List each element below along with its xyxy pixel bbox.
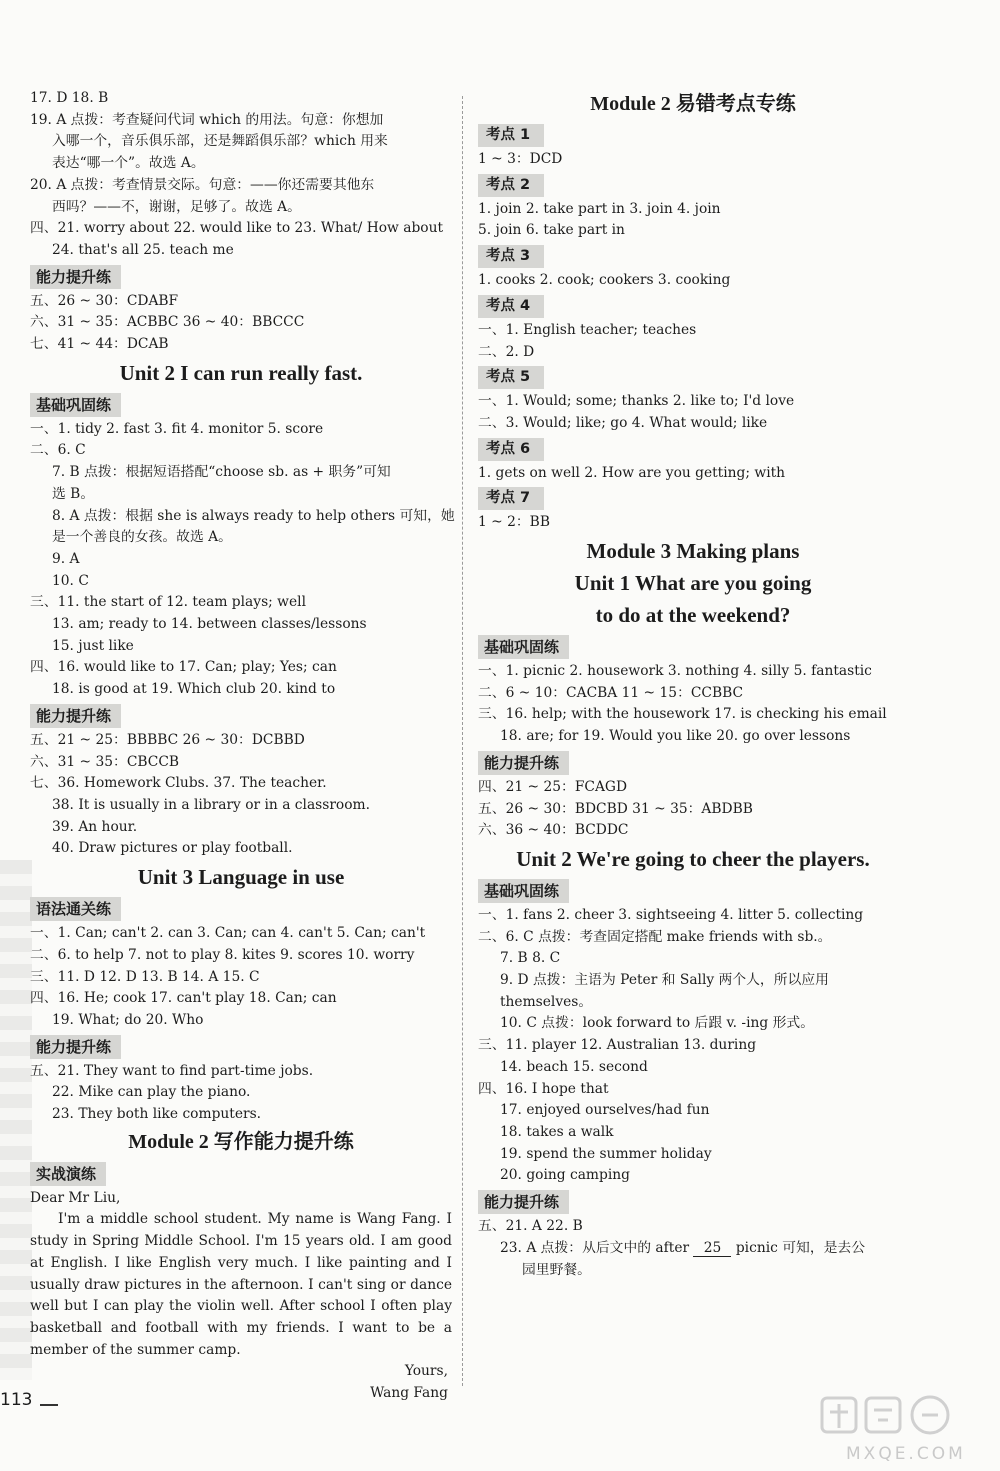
answer-line: 18. takes a walk bbox=[500, 1123, 614, 1140]
letter-signature: Wang Fang bbox=[370, 1385, 448, 1402]
answer-suffix: picnic 可知，是去公 bbox=[731, 1239, 866, 1256]
exercise-tag: 能力提升练 bbox=[478, 1190, 569, 1214]
answer-line: 38. It is usually in a library or in a classroom. bbox=[52, 796, 371, 813]
answer-line: 7. B 8. C bbox=[500, 950, 561, 967]
answer-line: 表达“哪一个”。故选 A。 bbox=[52, 155, 205, 172]
answer-line: 二、3. Would; like; go 4. What would; like bbox=[478, 414, 768, 431]
answer-line: 1. cooks 2. cook; cookers 3. cooking bbox=[478, 272, 731, 289]
exercise-tag: 基础巩固练 bbox=[30, 393, 121, 417]
answer-line: 15. just like bbox=[52, 637, 134, 654]
answer-line: 二、6 ~ 10：CACBA 11 ~ 15：CCBBC bbox=[478, 684, 744, 701]
answer-line: 一、1. Would; some; thanks 2. like to; I'd love bbox=[478, 393, 795, 410]
answer-line-23 bbox=[478, 1238, 908, 1260]
section-heading: Module 2 写作能力提升练 bbox=[128, 1130, 354, 1153]
exercise-tag: 能力提升练 bbox=[30, 265, 121, 289]
column-divider bbox=[462, 96, 463, 1386]
answer-line: 9. D 点拨：主语为 Peter 和 Sally 两个人，所以应用 bbox=[500, 972, 829, 989]
section-heading: Unit 2 I can run really fast. bbox=[119, 360, 363, 385]
answer-line: 9. A bbox=[52, 550, 80, 567]
page-number: 113 bbox=[0, 1390, 33, 1410]
answer-line: 是一个善良的女孩。故选 A。 bbox=[52, 529, 232, 546]
answer-line: 三、11. D 12. D 13. B 14. A 15. C bbox=[30, 968, 260, 985]
answer-line: 三、11. the start of 12. team plays; well bbox=[30, 594, 306, 611]
answer-line: 西吗？——不，谢谢，足够了。故选 A。 bbox=[52, 198, 301, 215]
answer-line: 四、16. I hope that bbox=[478, 1080, 609, 1097]
answer-prefix: 23. A 点拨：从后文中的 after bbox=[500, 1239, 694, 1256]
answer-line: 一、1. fans 2. cheer 3. sightseeing 4. litter 5. collecting bbox=[478, 906, 864, 923]
answer-line: 六、36 ~ 40：BCDDC bbox=[478, 822, 629, 839]
exercise-tag: 考点 4 bbox=[478, 295, 544, 318]
answer-line: 39. An hour. bbox=[52, 818, 138, 835]
answer-line: 一、1. English teacher; teaches bbox=[478, 321, 697, 338]
answer-line: 20. going camping bbox=[500, 1167, 630, 1184]
answer-line: 五、21. They want to find part-time jobs. bbox=[30, 1062, 314, 1079]
side-watermark bbox=[0, 860, 32, 1380]
answer-line-23-cont: 园里野餐。 bbox=[522, 1261, 591, 1278]
left-column bbox=[30, 88, 455, 1405]
exercise-tag: 考点 1 bbox=[478, 124, 544, 147]
answer-line: 1 ~ 3：DCD bbox=[478, 151, 563, 167]
answer-blank: 25 bbox=[693, 1240, 731, 1257]
answer-line: 40. Draw pictures or play football. bbox=[52, 840, 293, 857]
section-heading: Unit 1 What are you going bbox=[574, 571, 812, 596]
answer-line: 一、1. picnic 2. housework 3. nothing 4. silly 5. fantastic bbox=[478, 663, 872, 680]
answer-line: 一、1. Can; can't 2. can 3. Can; can 4. can't 5. Can; can't bbox=[30, 925, 426, 942]
letter-salutation: Dear Mr Liu, bbox=[30, 1189, 121, 1206]
letter-closing: Yours, bbox=[404, 1363, 448, 1380]
exercise-tag: 基础巩固练 bbox=[478, 879, 569, 903]
answer-line: 7. B 点拨：根据短语搭配“choose sb. as + 职务”可知 bbox=[52, 464, 391, 481]
answer-line: 四、21. worry about 22. would like to 23. What/ How about bbox=[30, 220, 444, 237]
exercise-tag: 基础巩固练 bbox=[478, 635, 569, 659]
answer-line: 五、21 ~ 25：BBBBC 26 ~ 30：DCBBD bbox=[30, 731, 305, 748]
answer-line: 五、26 ~ 30：CDABF bbox=[30, 292, 179, 309]
answer-line: 10. C bbox=[52, 572, 89, 589]
exercise-tag: 能力提升练 bbox=[30, 1035, 121, 1059]
answer-line: 19. spend the summer holiday bbox=[500, 1145, 712, 1162]
answer-line: 二、2. D bbox=[478, 343, 535, 360]
answer-line: 五、21. A 22. B bbox=[478, 1218, 583, 1235]
section-heading: Module 2 易错考点专练 bbox=[590, 93, 796, 115]
exercise-tag: 考点 3 bbox=[478, 245, 544, 268]
exercise-tag: 能力提升练 bbox=[478, 751, 569, 775]
answer-line: 三、11. player 12. Australian 13. during bbox=[478, 1037, 757, 1054]
answer-line: 1. gets on well 2. How are you getting; with bbox=[478, 464, 786, 481]
answer-line: 选 B。 bbox=[52, 485, 95, 502]
watermark-logo-icon bbox=[818, 1392, 968, 1438]
right-column bbox=[478, 88, 908, 1281]
answer-line: 六、31 ~ 35：ACBBC 36 ~ 40：BBCCC bbox=[30, 314, 305, 331]
letter bbox=[30, 1188, 452, 1405]
answer-line: 10. C 点拨：look forward to 后跟 v. -ing 形式。 bbox=[500, 1015, 814, 1032]
answer-line: 二、6. C bbox=[30, 442, 86, 459]
answer-line: 四、16. would like to 17. Can; play; Yes; can bbox=[30, 659, 337, 676]
exercise-tag: 实战演练 bbox=[30, 1162, 106, 1186]
section-heading: Module 3 Making plans bbox=[586, 539, 800, 564]
answer-line: 1 ~ 2：BB bbox=[478, 514, 550, 531]
exercise-tag: 考点 6 bbox=[478, 438, 544, 461]
answer-line: 20. A 点拨：考查情景交际。句意：——你还需要其他东 bbox=[30, 176, 375, 193]
answer-line: 二、6. to help 7. not to play 8. kites 9. scores 10. worry bbox=[30, 946, 415, 963]
answer-line: 七、41 ~ 44：DCAB bbox=[30, 336, 169, 353]
letter-body: I'm a middle school student. My name is Wang Fang. I study in Spring Middle School. I'm 15 years old. I am good at English. I like English very much. I like painting and I usually draw pictures in the afternoon. I can't sing or dance well but I can play the violin well. After school I often play basketball and football with my friends. I want to be a member of the summer camp. bbox=[30, 1211, 452, 1358]
section-heading: Unit 2 We're going to cheer the players. bbox=[516, 846, 870, 871]
answer-line: 四、21 ~ 25：FCAGD bbox=[478, 778, 628, 795]
answer-line: 17. enjoyed ourselves/had fun bbox=[500, 1102, 710, 1119]
answer-line: 13. am; ready to 14. between classes/lessons bbox=[52, 616, 367, 633]
answer-line: 5. join 6. take part in bbox=[478, 222, 625, 239]
answer-line: 1. join 2. take part in 3. join 4. join bbox=[478, 200, 721, 217]
section-heading: Unit 3 Language in use bbox=[137, 865, 345, 890]
exercise-tag: 考点 2 bbox=[478, 174, 544, 197]
section-heading: to do at the weekend? bbox=[595, 603, 791, 628]
page-number-rule bbox=[40, 1404, 58, 1406]
exercise-tag: 语法通关练 bbox=[30, 897, 121, 921]
answer-line: themselves。 bbox=[500, 993, 593, 1010]
exercise-tag: 能力提升练 bbox=[30, 704, 121, 728]
answer-line: 24. that's all 25. teach me bbox=[52, 241, 234, 258]
answer-line: 18. is good at 19. Which club 20. kind to bbox=[52, 681, 336, 698]
answer-line: 19. What; do 20. Who bbox=[52, 1011, 204, 1028]
answer-line: 入哪一个，音乐俱乐部，还是舞蹈俱乐部？which 用来 bbox=[52, 133, 388, 150]
answer-line: 14. beach 15. second bbox=[500, 1058, 648, 1075]
answer-line: 一、1. tidy 2. fast 3. fit 4. monitor 5. score bbox=[30, 420, 324, 437]
answer-line: 19. A 点拨：考查疑问代词 which 的用法。句意：你想加 bbox=[30, 111, 384, 128]
answer-line: 六、31 ~ 35：CBCCB bbox=[30, 753, 180, 770]
answer-line: 四、16. He; cook 17. can't play 18. Can; can bbox=[30, 990, 337, 1007]
answer-line: 七、36. Homework Clubs. 37. The teacher. bbox=[30, 775, 327, 792]
answer-line: 8. A 点拨：根据 she is always ready to help others 可知，她 bbox=[52, 507, 455, 524]
answer-line: 22. Mike can play the piano. bbox=[52, 1084, 251, 1101]
answer-line: 五、26 ~ 30：BDCBD 31 ~ 35：ABDBB bbox=[478, 800, 753, 817]
watermark-text: MXQE.COM bbox=[846, 1444, 966, 1464]
exercise-tag: 考点 7 bbox=[478, 487, 544, 510]
answer-line: 二、6. C 点拨：考查固定搭配 make friends with sb.。 bbox=[478, 928, 832, 945]
answer-line: 23. They both like computers. bbox=[52, 1106, 262, 1123]
answer-line: 三、16. help; with the housework 17. is checking his email bbox=[478, 706, 887, 723]
answer-line: 17. D 18. B bbox=[30, 90, 109, 106]
answer-line: 18. are; for 19. Would you like 20. go over lessons bbox=[500, 728, 851, 745]
exercise-tag: 考点 5 bbox=[478, 366, 544, 389]
